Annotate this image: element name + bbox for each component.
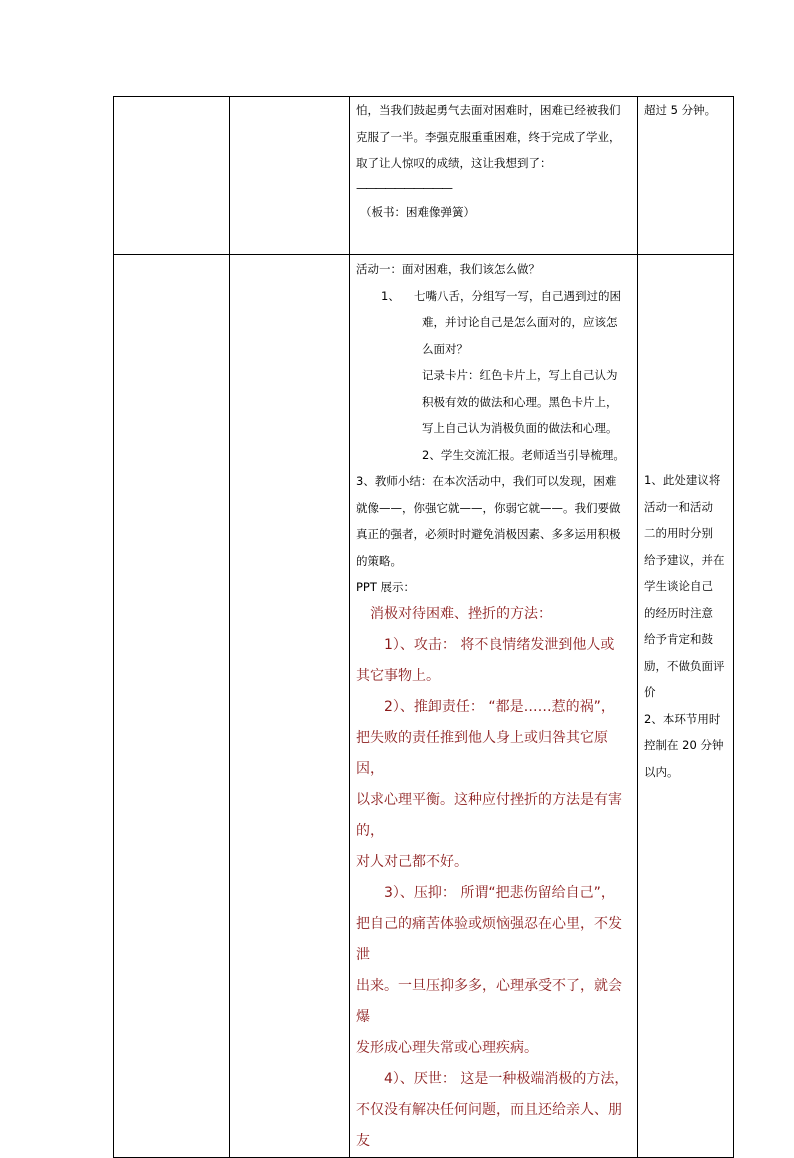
- item-line: 积极有效的做法和心理。黑色卡片上，: [422, 394, 618, 409]
- summary-line: 真正的强者，必须时时避免消极因素、多多运用积极: [356, 527, 621, 541]
- table-row: [114, 97, 734, 255]
- table-row: [114, 255, 734, 1158]
- note-line: 以内。: [644, 764, 679, 779]
- blank-line: ——————————: [356, 180, 451, 195]
- note-line: 1、此处建议将: [644, 473, 721, 487]
- aim-cell: [230, 255, 350, 1158]
- item-line: 写上自己认为消极负面的做法和心理。: [422, 421, 618, 435]
- ppt-line: 出来。一旦压抑多多，心理承受不了，就会爆: [356, 977, 622, 1025]
- note-cell: [638, 97, 734, 255]
- note-line: 的经历时注意: [644, 605, 713, 620]
- note-line: 励，不做负面评: [644, 658, 725, 673]
- ppt-line: 对人对己都不好。: [356, 853, 468, 870]
- teacher-summary: [356, 468, 633, 574]
- ppt-line: 发形成心理失常或心理疾病。: [356, 1039, 538, 1056]
- summary-line: 就像——，你强它就——，你弱它就——。我们要做: [356, 500, 621, 515]
- ppt-line: 把失败的责任推到他人身上或归咎其它原因，: [356, 729, 608, 777]
- note-line: 活动一和活动: [644, 499, 713, 514]
- note-line: 二的用时分别: [644, 526, 713, 540]
- content-line: 怕，当我们鼓起勇气去面对困难时，困难已经被我们: [356, 103, 621, 117]
- note-line: 2、本环节用时: [644, 711, 721, 726]
- content-cell: [350, 97, 638, 255]
- item-line: 2、学生交流汇报。老师适当引导梳理。: [422, 447, 625, 462]
- ppt-line: 把自己的痛苦体验或烦恼强忍在心里，不发泄: [356, 915, 622, 963]
- activity-item-1: [356, 283, 633, 469]
- ppt-label: PPT 展示：: [356, 580, 416, 594]
- activity-title: 活动一：面对困难，我们该怎么做？: [356, 262, 540, 276]
- ppt-line: 不仅没有解决任何问题，而且还给亲人、朋友: [356, 1101, 622, 1149]
- content-line: 取了让人惊叹的成绩，这让我想到了：: [356, 156, 552, 170]
- ppt-line: 2）、推卸责任： “都是……惹的祸”，: [384, 698, 615, 715]
- stage-cell: [114, 97, 230, 255]
- blackboard-note: （板书：困难像弹簧）: [360, 204, 475, 219]
- note-line: 给予建议，并在: [644, 552, 725, 567]
- ppt-line: 其它事物上。: [356, 667, 440, 684]
- ppt-line: 3）、压抑： 所谓“把悲伤留给自己”，: [384, 884, 615, 901]
- note-line: 学生谈论自己: [644, 579, 713, 593]
- ppt-line: 4）、厌世： 这是一种极端消极的方法，: [384, 1070, 629, 1087]
- note-line: 给予肯定和鼓: [644, 632, 713, 646]
- lesson-plan-table: [113, 96, 734, 1158]
- content-line: 克服了一半。李强克服重重困难，终于完成了学业，: [356, 129, 621, 144]
- item-line: 难，并讨论自己是怎么面对的，应该怎: [422, 315, 618, 329]
- aim-cell: [230, 97, 350, 255]
- content-cell: [350, 255, 638, 1158]
- item-line: 么面对？: [422, 341, 468, 356]
- note-cell: [638, 255, 734, 1158]
- note-line: 控制在 20 分钟: [644, 738, 724, 752]
- summary-line: 的策略。: [356, 553, 402, 568]
- summary-line: 3、教师小结：在本次活动中，我们可以发现，困难: [356, 474, 617, 488]
- item-line: 七嘴八舌，分组写一写，自己遇到过的困: [414, 288, 621, 303]
- ppt-content: [356, 599, 633, 1157]
- stage-cell: [114, 255, 230, 1158]
- ppt-line: 以求心理平衡。这种应付挫折的方法是有害的，: [356, 791, 622, 839]
- note-line: 价: [644, 685, 656, 699]
- ppt-line: 1）、攻击： 将不良情绪发泄到他人或: [384, 636, 615, 653]
- note-text: 超过 5 分钟。: [644, 103, 717, 117]
- item-number: 1、: [381, 288, 400, 303]
- item-line: 记录卡片：红色卡片上，写上自己认为: [422, 368, 618, 382]
- ppt-line: 消极对待困难、挫折的方法：: [370, 605, 552, 622]
